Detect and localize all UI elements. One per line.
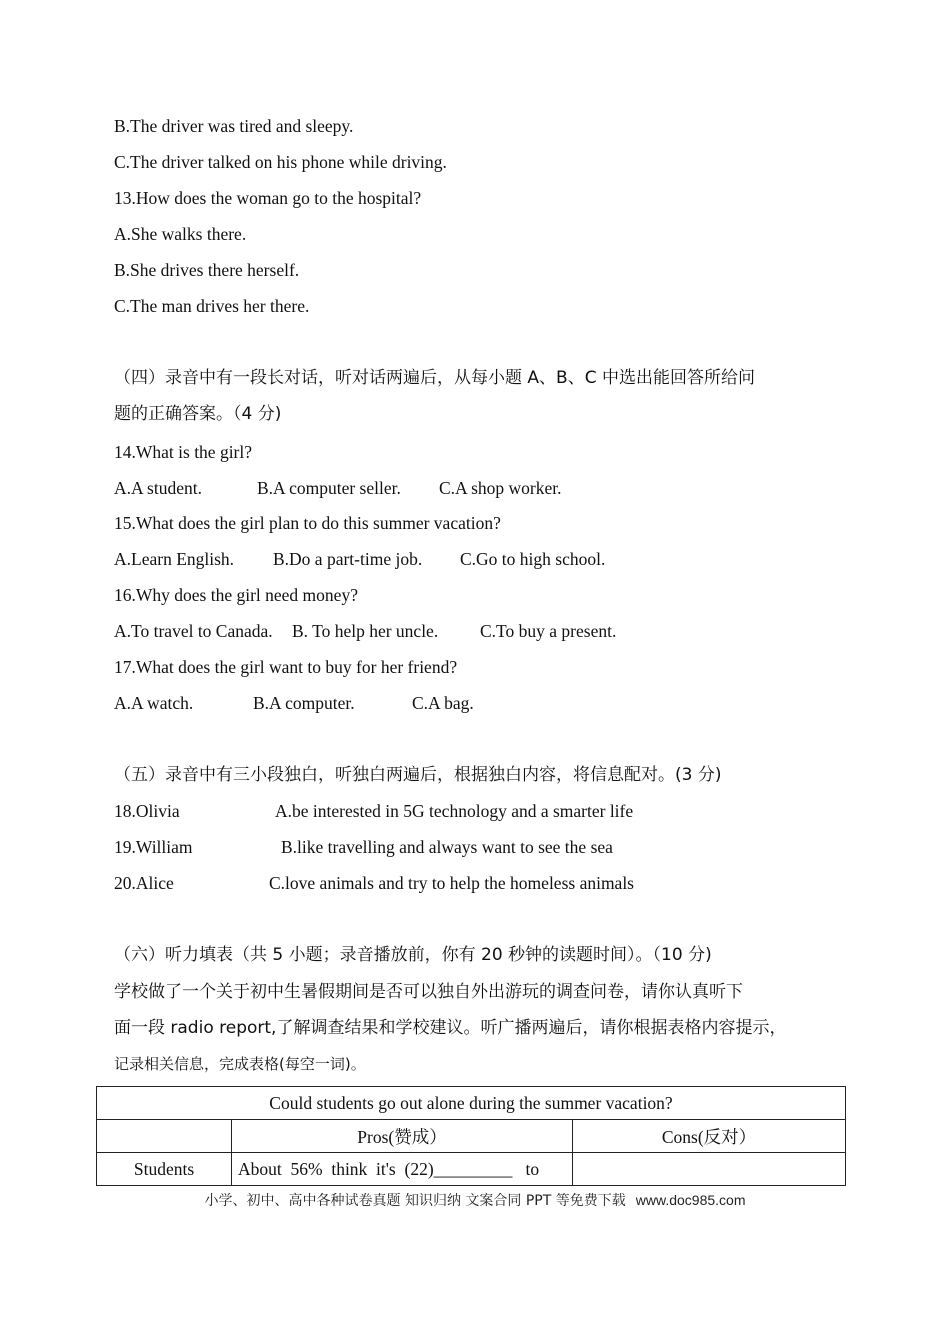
- table-title: Could students go out alone during the summer vacation?: [97, 1087, 846, 1120]
- q17-option-b: B.A computer.: [253, 693, 355, 713]
- q13-question: 13.How does the woman go to the hospital?: [114, 188, 422, 208]
- q13-option-a: A.She walks there.: [114, 224, 247, 244]
- table-cell-pros[interactable]: About 56% think it's (22)_________ to: [232, 1153, 573, 1186]
- section4-instruction-line2: 题的正确答案。（4 分): [114, 404, 282, 424]
- table-header-empty: [97, 1120, 232, 1153]
- match-name-19: 19.William: [114, 837, 193, 857]
- q12-option-b: B.The driver was tired and sleepy.: [114, 116, 354, 136]
- table-row-label: Students: [97, 1153, 232, 1186]
- match-name-20: 20.Alice: [114, 873, 174, 893]
- footer-url[interactable]: www.doc985.com: [635, 1192, 746, 1208]
- q13-option-c: C.The man drives her there.: [114, 296, 310, 316]
- section6-description-line1: 学校做了一个关于初中生暑假期间是否可以独自外出游玩的调查问卷，请你认真听下: [114, 982, 743, 1002]
- match-option-c: C.love animals and try to help the homeless animals: [269, 873, 634, 893]
- q14-option-c: C.A shop worker.: [439, 478, 562, 498]
- q15-option-b: B.Do a part-time job.: [273, 549, 423, 569]
- q13-option-b: B.She drives there herself.: [114, 260, 300, 280]
- q14-question: 14.What is the girl?: [114, 442, 253, 462]
- match-option-a: A.be interested in 5G technology and a smarter life: [275, 801, 634, 821]
- q15-question: 15.What does the girl plan to do this summer vacation?: [114, 513, 501, 533]
- page-footer: [0, 1190, 950, 1210]
- section4-instruction-line1: （四）录音中有一段长对话，听对话两遍后，从每小题 A、B、C 中选出能回答所给问: [114, 368, 755, 388]
- match-name-18: 18.Olivia: [114, 801, 180, 821]
- section5-instruction: （五）录音中有三小段独白，听独白两遍后，根据独白内容，将信息配对。(3 分): [114, 765, 722, 785]
- section6-description-line3: 记录相关信息，完成表格(每空一词)。: [114, 1055, 366, 1073]
- section6-instruction: （六）听力填表（共 5 小题；录音播放前，你有 20 秒钟的读题时间）。（10 分): [114, 945, 712, 965]
- q15-option-a: A.Learn English.: [114, 549, 235, 569]
- table-row: [97, 1153, 846, 1186]
- q15-option-c: C.Go to high school.: [460, 549, 606, 569]
- table-title-row: [97, 1087, 846, 1120]
- table-header-pros: Pros(赞成）: [232, 1120, 573, 1153]
- footer-text: 小学、初中、高中各种试卷真题 知识归纳 文案合同 PPT 等免费下载: [204, 1193, 626, 1209]
- q17-option-c: C.A bag.: [412, 693, 474, 713]
- survey-table: [96, 1086, 846, 1186]
- match-option-b: B.like travelling and always want to see the sea: [281, 837, 613, 857]
- table-header-row: [97, 1120, 846, 1153]
- q16-option-c: C.To buy a present.: [480, 621, 617, 641]
- q16-option-b: B. To help her uncle.: [292, 621, 439, 641]
- q12-option-c: C.The driver talked on his phone while driving.: [114, 152, 447, 172]
- q16-option-a: A.To travel to Canada.: [114, 621, 273, 641]
- q14-option-a: A.A student.: [114, 478, 202, 498]
- q17-question: 17.What does the girl want to buy for her friend?: [114, 657, 458, 677]
- table-cell-cons[interactable]: [573, 1153, 846, 1186]
- q16-question: 16.Why does the girl need money?: [114, 585, 358, 605]
- q14-option-b: B.A computer seller.: [257, 478, 401, 498]
- section6-description-line2: 面一段 radio report,了解调查结果和学校建议。听广播两遍后，请你根据表格内容提示，: [114, 1018, 787, 1038]
- table-header-cons: Cons(反对）: [573, 1120, 846, 1153]
- q17-option-a: A.A watch.: [114, 693, 194, 713]
